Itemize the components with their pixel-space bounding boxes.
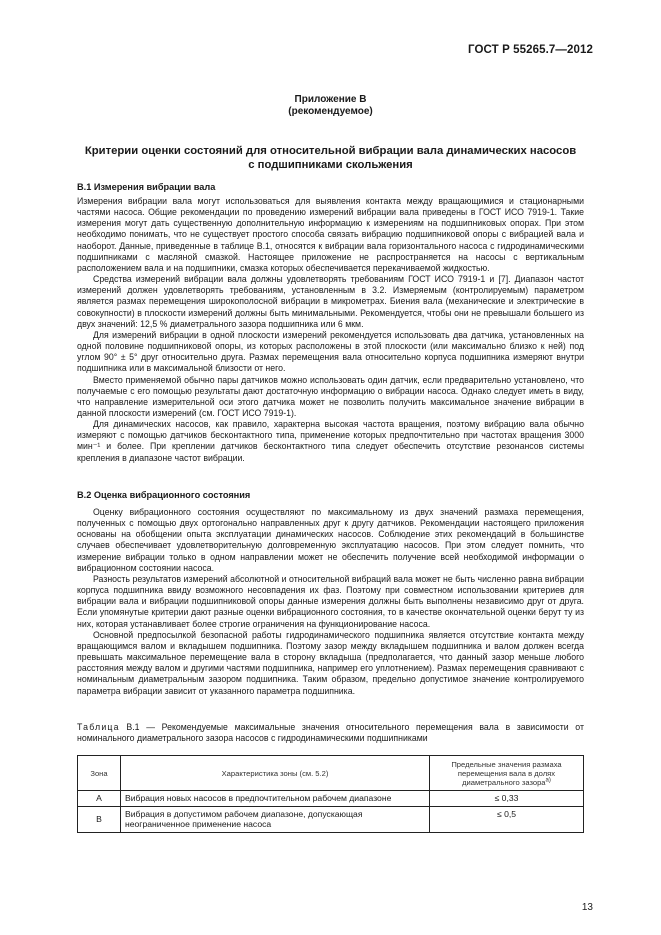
table-row [78, 791, 584, 807]
section-2-heading: В.2 Оценка вибрационного состояния [77, 490, 251, 500]
title-line-2: с подшипниками скольжения [248, 159, 413, 171]
page-number: 13 [581, 902, 593, 913]
section-1-paragraph-2: Средства измерений вибрации вала должны удовлетворять требованиям ГОСТ ИСО 7919-1 и [7]. Диапазон частот измерений должен удовлетворять требованиям, установленным в 3.2. Измеряемым (контролируемым) параметром является размах перемещения широкополосной вибрации в микрометрах. Биения вала (механические и электрические в совокупности) в плоскости измерений должны быть минимальными. Рекомендуется, чтобы они не превышали большего из двух значений: 12,5 % диаметрального зазора подшипника или 6 мкм. [77, 274, 584, 329]
col-header-limit-text: Предельные значения размаха перемещения вала в долях диаметрального зазора [451, 759, 562, 787]
table-header-row [78, 756, 584, 791]
section-1-heading: В.1 Измерения вибрации вала [77, 182, 216, 192]
characteristic-cell: Вибрация новых насосов в предпочтительном рабочем диапазоне [121, 791, 430, 807]
col-header-zone: Зона [78, 756, 121, 791]
document-id: ГОСТ Р 55265.7—2012 [468, 44, 593, 56]
table-caption-label: Таблица [77, 722, 120, 732]
section-2 [77, 490, 584, 697]
section-2-paragraph-2: Разность результатов измерений абсолютной и относительной вибраций вала может не быть численно равна вибрации корпуса подшипника ввиду возможного несовпадения их фаз. Поэтому при совместном использовании критериев для вибрации вала и вибрации подшипниковой опоры данные измерения должны быть выполнены независимо друг от друга. Если упомянутые критерии дают разные оценки вибрационного состояния, то в качестве окончательной оценки берут ту из них, которая устанавливает более строгие ограничения на функционирование насоса. [77, 573, 584, 629]
zones-table [77, 755, 584, 833]
table-row [78, 806, 584, 832]
table-caption [77, 722, 584, 744]
zone-cell: А [78, 791, 121, 807]
section-2-paragraph-3: Основной предпосылкой безопасной работы гидродинамического подшипника является отсутствие контакта между вращающимся валом и вкладышем подшипника. Поэтому зазор между вкладышем подшипника и валом должен всегда превышать максимальное перемещение вала в сторону вкладыша (предполагается, что данный зазор меньше любого расстояния между валом и другими частями подшипника, например его уплотнением). Размах перемещения сравнивают с номинальным диаметральным зазором подшипника. Таким образом, предельно допустимое значение контролируемого параметра вибрации зависит от указанного параметра подшипника. [77, 629, 584, 696]
appendix-heading [0, 94, 661, 118]
section-1-paragraph-1: Измерения вибрации вала могут использоваться для выявления контакта между вращающимися и стационарными частями насоса. Общие рекомендации по проведению измерений вибрации вала приведены в ГОСТ ИСО 7919-1. Такие измерения могут дать существенную дополнительную информацию к измерениям на подшипниковых опорах. При этом необходимо понимать, что не существует простого способа связать вибрацию подшипниковой опоры с вибрацией вала и наоборот. Данные, приведенные в таблице В.1, относятся к вибрации вала горизонтального насоса с гидродинамическими подшипниками с масляной смазкой. Настоящее приложение не распространяется на насосы с вертикальным расположением вала и на подшипники, смазка которых обеспечивается перекачиваемой жидкостью. [77, 196, 584, 273]
characteristic-cell: Вибрация в допустимом рабочем диапазоне, допускающая неограниченное применение насоса [121, 806, 430, 832]
table-caption-text: В.1 — Рекомендуемые максимальные значения относительного перемещения вала в зависимости от номинального диаметрального зазора насосов с гидродинамическими подшипниками [77, 722, 584, 744]
section-1-paragraph-5: Для динамических насосов, как правило, характерна высокая частота вращения, поэтому вибрацию вала обычно измеряют с помощью датчиков бесконтактного типа, применение которых предпочтительно при частотах вращения 3000 мин⁻¹ и более. При креплении датчиков бесконтактного типа следует обеспечить отсутствие резонансов системы крепления в диапазоне частот вибрации. [77, 419, 584, 463]
section-1-paragraph-4: Вместо применяемой обычно пары датчиков можно использовать один датчик, если предварительно установлено, что получаемые с его помощью результаты дают достаточную информацию о вибрации насоса. Однако следует иметь в виду, что направление измерительной оси этого датчика может не позволить получить максимальное значение вибрации в данной плоскости измерений (см. ГОСТ ИСО 7919-1). [77, 374, 584, 418]
col-header-characteristic: Характеристика зоны (см. 5.2) [121, 756, 430, 791]
title-line-1: Критерии оценки состояний для относительной вибрации вала динамических насосов [84, 145, 577, 157]
limit-cell: ≤ 0,5 [430, 806, 584, 832]
appendix-status: (рекомендуемое) [288, 106, 373, 117]
appendix-title [60, 144, 601, 172]
col-header-limit-note: a) [545, 776, 551, 783]
col-header-limit [430, 756, 584, 791]
section-1-paragraph-3: Для измерений вибрации в одной плоскости измерений рекомендуется использовать два датчика, установленных на одной половине подшипниковой опоры, из которых расположены в этой плоскости (или максимально близко к ней) под углом 90° ± 5° друг относительно друга. Размах перемещения вала относительно корпуса подшипника измеряют внутри подшипника или в максимальной близости от него. [77, 329, 584, 374]
limit-cell: ≤ 0,33 [430, 791, 584, 807]
appendix-label: Приложение В [294, 94, 367, 105]
section-1 [77, 182, 584, 464]
zone-cell: В [78, 806, 121, 832]
section-2-paragraph-1: Оценку вибрационного состояния осуществляют по максимальному из двух значений размаха перемещения, полученных с помощью двух ортогонально направленных друг к другу датчиков. Рекомендации настоящего приложения основаны на обобщении опыта эксплуатации динамических насосов. Соблюдение этих рекомендаций в большинстве случаев обеспечивает удовлетворительную долговременную эксплуатацию насосов. При этом следует помнить, что измерение вибрации только в одном направлении может не обеспечить получение всей необходимой информации о вибрационном состоянии насоса. [77, 507, 584, 573]
